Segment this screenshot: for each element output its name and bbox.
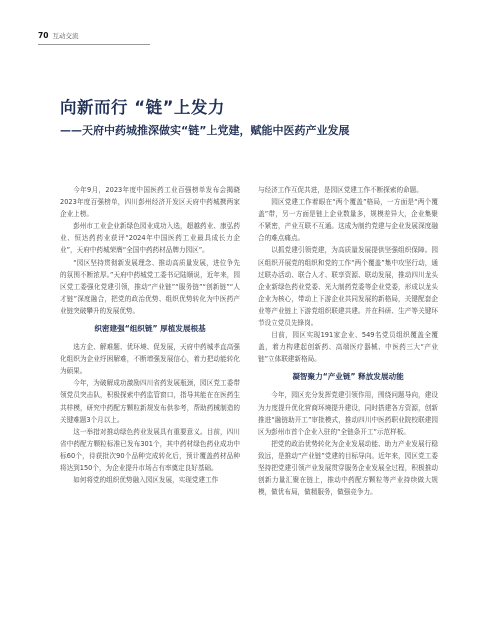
header-divider bbox=[38, 44, 150, 45]
paragraph: “园区坚持贯彻新发展理念、推动高质量发展，进位争先的氛围不断浓厚。”天府中药城党工委书记陆顺说，近年来，园区党工委强化党建引领，推动“产业链”“服务链”“创新链”“人才链”深度融合，把党的政治优势、组织优势转化为中医药产业链突破攀升的发展优势。 bbox=[60, 258, 240, 315]
paragraph: 这一举措对推动绿色药业发展具有重要意义。目前，四川省中药配方颗粒标准已发布301个，其中药材绿色药业成功中标60个，待获批次90个品种完成转化后，预计覆盖药材品种将达到150个，为企业提升市场占有率奠定良好基础。 bbox=[60, 427, 240, 472]
page-number: 70 bbox=[38, 30, 49, 40]
paragraph: 把党的政治优势转化为企业发展动能、助力产业发展行稳致远，是推动“产业链”党建的目标导向。近年来，园区党工委坚持把党建引领产业发展贯穿服务企业发展全过程，积极推动创新力量汇聚在链上，推动中药配方颗粒等产业持续做大规模，做优布局，做精服务，做强竞争力。 bbox=[258, 439, 438, 497]
article-title: 向新而行 “链”上发力 bbox=[60, 98, 225, 117]
section-name: 互动交流 bbox=[52, 31, 79, 40]
paragraph: 以抓党建引领党建，为高质量发展提供坚强组织保障。园区组织开展党的组织和党的工作“两个覆盖”集中攻坚行动，通过联办活动、联合人才、联享资源、联动发展，推动四川龙头企业新绿色药业党委、光大制药党委等企业党委，形成以龙头企业为核心，带动上下游企业共同发展的新格局，关键配套企业等产业链上下游党组织联建共建。并在科研、生产等关键环节设立党员先锋岗。 bbox=[258, 246, 438, 328]
paragraph: 目前，园区实现191家企业、549名党员组织覆盖全覆盖，着力构建起创新药、高端医疗器械、中医药三大“产业链”立体联建新格局。 bbox=[258, 331, 438, 364]
paragraph: 与经济工作互促共进，是园区党建工作不断探索的命题。 bbox=[258, 186, 423, 194]
page-header bbox=[38, 28, 78, 42]
paragraph: 如何将党的组织优势融入园区发展，实现党建工作 bbox=[73, 476, 219, 485]
section-heading: 凝智聚力“产业链” 释放发展动能 bbox=[292, 372, 404, 382]
paragraph: 今年，园区充分发挥党建引领作用，围绕问题导向，建设为力度提升优化营商环境提升建设，同时搭建各方资源，创新推进“融链助开工”审批模式，推动四川中医药职业院校联建园区为彭州市首个企业入驻的“全链条开工”示范样板。 bbox=[258, 391, 438, 436]
section-heading: 织密建强“组织链” 厚植发展根基 bbox=[94, 324, 206, 334]
paragraph: 园区党建工作着眼在“两个覆盖”格局，一方面是“两个覆盖”带，另一方面是链上企业数量多，规模差异大，企业集聚不紧密，产业互联不互通。这成为制约党建与企业发展深度融合的难点痛点。 bbox=[258, 198, 438, 243]
paragraph: 选方企、解难题、优环境、促发展，天府中药城孝直高强化组织为企业纾困解难，不断增强发展信心，着力把动能转化为硕果。 bbox=[60, 343, 240, 376]
left-column bbox=[60, 184, 240, 486]
paragraph: 今年，为破解成功激励四川省药发展瓶颈，园区党工委带领党员突击队，积极探索中药监管窗口，指导其能在在医药生共样模，研究中药配方颗粒新规发布供参考，帮助药械制造的关键难题3个月以上。 bbox=[60, 379, 240, 424]
right-column bbox=[258, 184, 438, 498]
article-subtitle: ——天府中药城推深做实“链”上党建，赋能中医药产业发展 bbox=[60, 124, 350, 137]
paragraph: 彭州市工业企业新绿色园业成功入选，超越药业、康弘药业、恒达药药业获评“2024年中国医药工业最具成长力企业”，天府中药城荣膺“全国中药药材品牌力园区”。 bbox=[60, 222, 240, 255]
paragraph: 今年9月，2023年度中国医药工业百强榜单发布会揭晓2023年度百强榜单，四川彭州经济开发区天府中药城携两家企业上榜。 bbox=[60, 186, 240, 219]
